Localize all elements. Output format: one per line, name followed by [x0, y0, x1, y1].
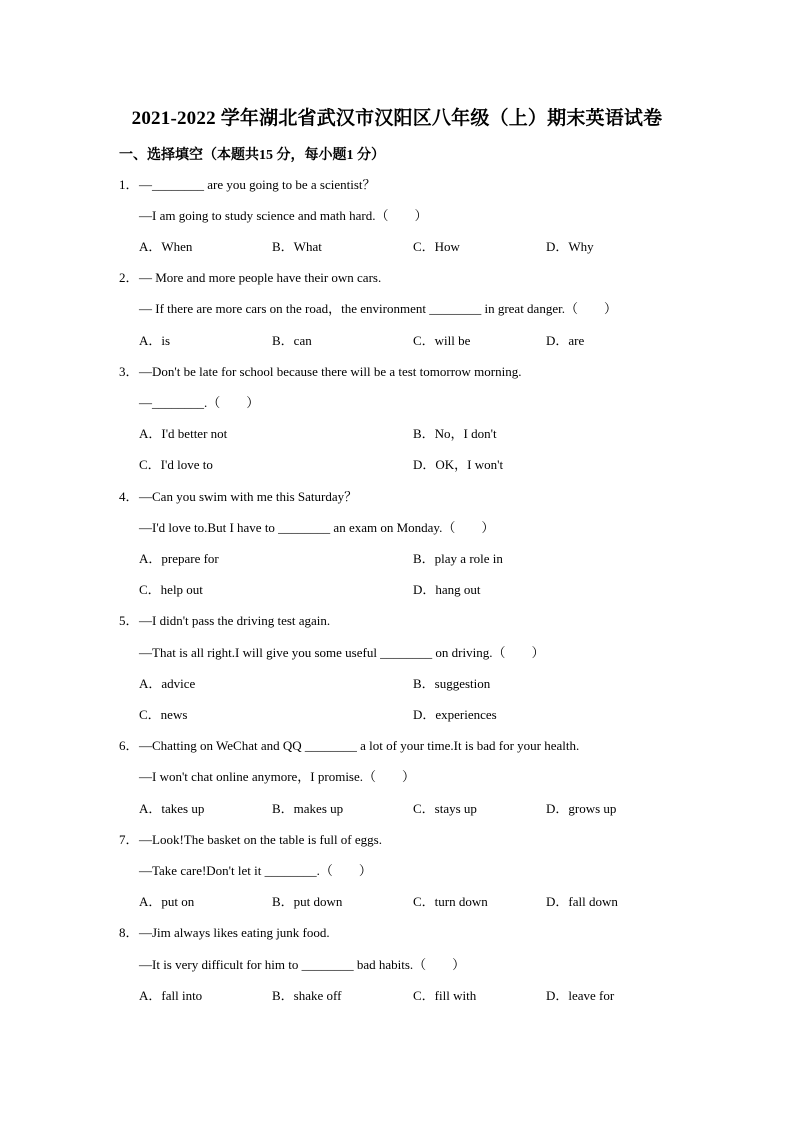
option-d[interactable]: D．grows up	[546, 801, 617, 816]
option-b[interactable]: B．suggestion	[413, 676, 491, 691]
question-number: 4．	[119, 489, 139, 504]
option-d[interactable]: D．leave for	[546, 988, 615, 1003]
question-7-reply: —Take care!Don't let it ________.（ ）	[139, 863, 372, 878]
question-7-stem	[119, 832, 382, 848]
option-d[interactable]: D．are	[546, 333, 585, 348]
option-b[interactable]: B．play a role in	[413, 551, 503, 566]
question-1-stem	[119, 177, 376, 193]
option-d[interactable]: D．Why	[546, 239, 594, 254]
question-number: 2．	[119, 270, 139, 285]
section-heading: 一、选择填空（本题共15 分，每小题1 分）	[119, 148, 385, 163]
option-a[interactable]: A．takes up	[139, 801, 205, 816]
option-d[interactable]: D．OK，I won't	[413, 457, 504, 472]
option-b[interactable]: B．shake off	[272, 988, 342, 1003]
option-c[interactable]: C．will be	[413, 333, 471, 348]
question-number: 5．	[119, 613, 139, 628]
option-c[interactable]: C．turn down	[413, 894, 488, 909]
option-c[interactable]: C．stays up	[413, 801, 477, 816]
question-text: —Can you swim with me this Saturday？	[139, 489, 358, 504]
option-b[interactable]: B．What	[272, 239, 322, 254]
question-6-reply: —I won't chat online anymore，I promise.（ ）	[139, 769, 416, 784]
option-a[interactable]: A．advice	[139, 676, 196, 691]
question-text: —Don't be late for school because there will be a test tomorrow morning.	[139, 364, 522, 379]
question-1-reply: —I am going to study science and math hard.（ ）	[139, 208, 428, 223]
question-6-stem	[119, 738, 579, 754]
option-a[interactable]: A．prepare for	[139, 551, 219, 566]
option-b[interactable]: B．No，I don't	[413, 426, 497, 441]
question-5-reply: —That is all right.I will give you some useful ________ on driving.（ ）	[139, 645, 545, 660]
question-text: —Jim always likes eating junk food.	[139, 925, 330, 940]
question-text: —Look!The basket on the table is full of eggs.	[139, 832, 382, 847]
question-number: 6．	[119, 738, 139, 753]
option-b[interactable]: B．can	[272, 333, 312, 348]
option-c[interactable]: C．fill with	[413, 988, 477, 1003]
question-number: 1．	[119, 177, 139, 192]
option-b[interactable]: B．put down	[272, 894, 343, 909]
option-a[interactable]: A．is	[139, 333, 171, 348]
question-8-reply: —It is very difficult for him to ________ bad habits.（ ）	[139, 957, 466, 972]
option-b[interactable]: B．makes up	[272, 801, 344, 816]
question-3-reply: —________.（ ）	[139, 395, 260, 410]
option-a[interactable]: A．put on	[139, 894, 195, 909]
question-4-reply: —I'd love to.But I have to ________ an exam on Monday.（ ）	[139, 520, 495, 535]
option-d[interactable]: D．fall down	[546, 894, 618, 909]
option-c[interactable]: C．help out	[139, 582, 203, 597]
exam-title: 2021-2022 学年湖北省武汉市汉阳区八年级（上）期末英语试卷	[131, 108, 663, 129]
question-text: —Chatting on WeChat and QQ ________ a lot of your time.It is bad for your health.	[139, 738, 580, 753]
question-3-stem	[119, 364, 521, 380]
option-d[interactable]: D．experiences	[413, 707, 497, 722]
question-2-stem	[119, 270, 381, 286]
question-text: —I didn't pass the driving test again.	[139, 613, 331, 628]
question-number: 3．	[119, 364, 139, 379]
question-5-stem	[119, 613, 330, 629]
option-a[interactable]: A．When	[139, 239, 193, 254]
option-c[interactable]: C．How	[413, 239, 460, 254]
option-c[interactable]: C．news	[139, 707, 188, 722]
option-c[interactable]: C．I'd love to	[139, 457, 213, 472]
question-8-stem	[119, 925, 330, 941]
question-number: 7．	[119, 832, 139, 847]
option-a[interactable]: A．I'd better not	[139, 426, 228, 441]
option-d[interactable]: D．hang out	[413, 582, 481, 597]
question-text: —________ are you going to be a scientist？	[139, 177, 376, 192]
question-text: — More and more people have their own cars.	[139, 270, 382, 285]
question-2-reply: — If there are more cars on the road，the environment ________ in great danger.（ ）	[139, 301, 617, 316]
question-4-stem	[119, 489, 357, 505]
option-a[interactable]: A．fall into	[139, 988, 203, 1003]
question-number: 8．	[119, 925, 139, 940]
